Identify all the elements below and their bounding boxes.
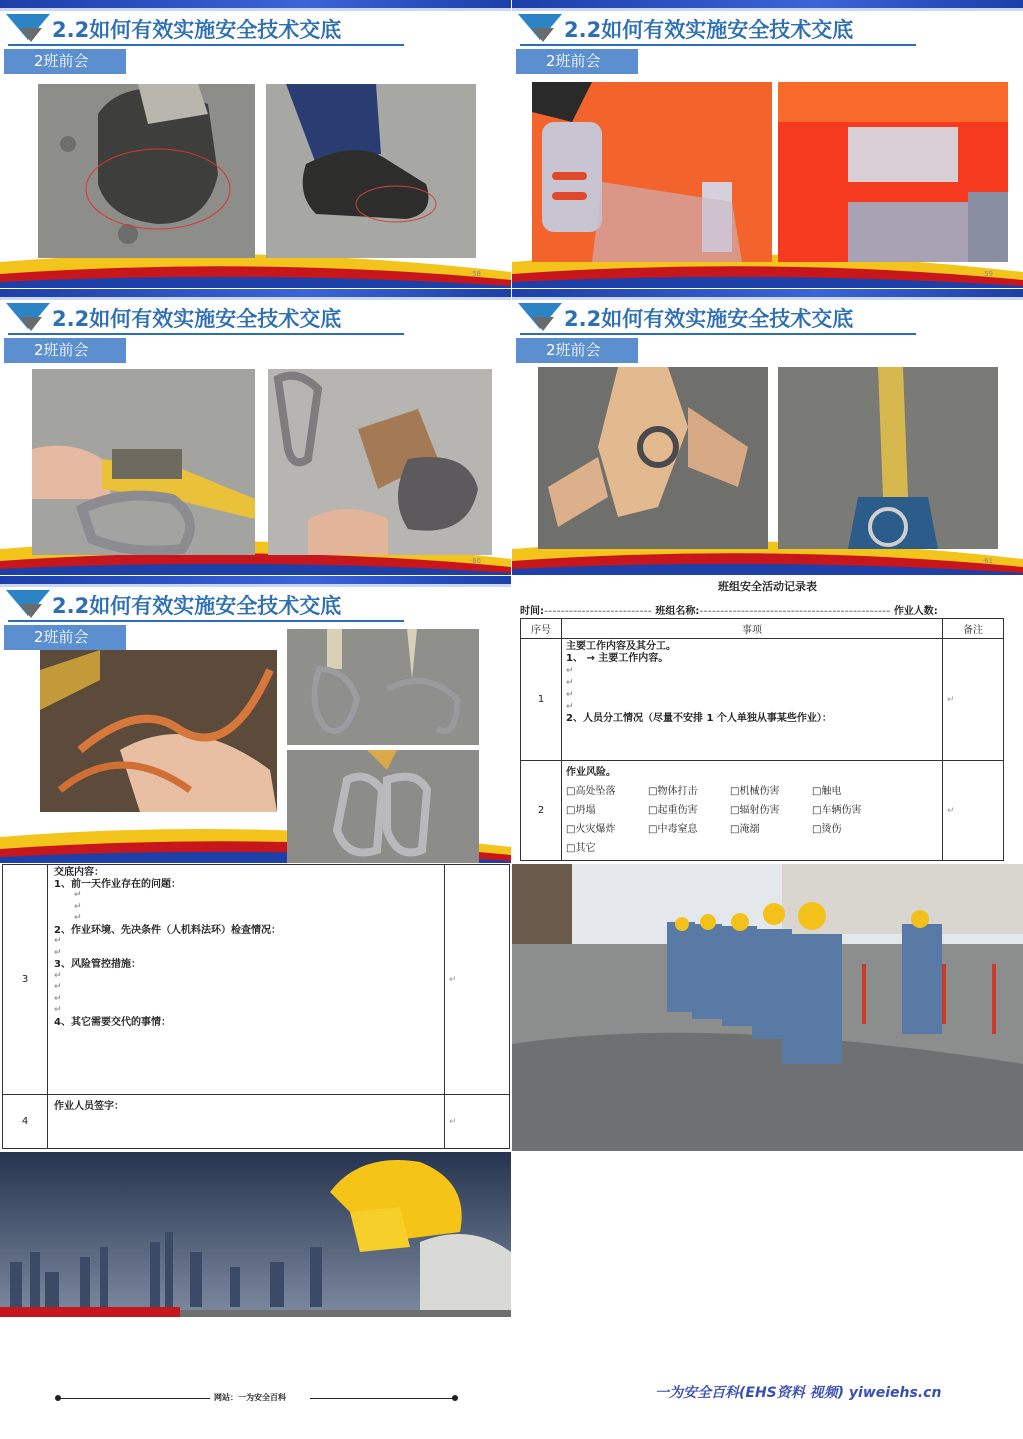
row4-no: 4	[3, 1095, 48, 1149]
row4-note: ↵	[445, 1095, 510, 1149]
slide-tag: 2班前会	[4, 49, 126, 74]
row3-no: 3	[3, 865, 48, 1095]
photo-boot-side	[266, 84, 476, 258]
city-skyline-banner	[0, 1152, 511, 1317]
risk-checkbox[interactable]: □车辆伤害	[812, 805, 862, 816]
risk-checkbox[interactable]: □高处坠落	[566, 786, 616, 797]
slide-5	[0, 576, 511, 863]
photo-orange-harness-buckle	[532, 82, 772, 262]
slide-title: 2.2如何有效实施安全技术交底	[564, 307, 854, 331]
website-label: 网站：一为安全百科	[214, 1393, 286, 1402]
photo-double-hooks	[287, 750, 479, 863]
slide-3: 2.2如何有效实施安全技术交底 2班前会 ·60	[0, 289, 511, 575]
slide-title: 2.2如何有效实施安全技术交底	[564, 18, 854, 42]
footer-line-left	[58, 1398, 210, 1399]
slide-tag: 2班前会	[516, 338, 638, 363]
end-slide	[0, 1152, 511, 1439]
slide-title: 2.2如何有效实施安全技术交底	[52, 18, 342, 42]
bullet-dot-icon	[55, 1395, 61, 1401]
photo-two-hooks	[287, 629, 479, 745]
slide-4: 2.2如何有效实施安全技术交底 2班前会 ·61	[512, 289, 1023, 575]
activity-record-table-cont	[2, 864, 510, 1149]
slide-title: 2.2如何有效实施安全技术交底	[52, 594, 342, 618]
risk-checkbox[interactable]: □中毒窒息	[648, 824, 698, 835]
footer-line-right	[310, 1398, 456, 1399]
form-page-top	[512, 576, 1023, 863]
form-meta-line: 时间:-------------------------- 班组名称:---------------------------------------------- 作业人数:	[520, 606, 938, 617]
row3-note: ↵	[445, 865, 510, 1095]
risk-checkbox[interactable]: □物体打击	[648, 786, 698, 797]
col-no-header: 序号	[521, 619, 562, 639]
form-page-bottom	[0, 864, 511, 1151]
photo-orange-rope	[40, 650, 277, 812]
row2-content: 作业风险。 □高处坠落 □物体打击 □机械伤害 □触电 □坍塌 □起重伤害 □辐射伤害 □车辆伤害 □火灾爆炸 □中毒窒息 □淹溺 □烫伤 □其它	[562, 761, 943, 861]
slide-top-bar	[0, 0, 511, 8]
row4-content	[48, 1095, 445, 1149]
photo-workers-walking	[512, 864, 1023, 1151]
photo-orange-label	[778, 82, 1008, 262]
photo-frayed-harness	[538, 367, 768, 549]
slide-tag: 2班前会	[516, 49, 638, 74]
slide-tag: 2班前会	[4, 338, 126, 363]
risk-checkbox[interactable]: □坍塌	[566, 805, 596, 816]
slide-tag: 2班前会	[4, 625, 126, 650]
row1-note: ↵	[943, 639, 1004, 761]
activity-record-table	[520, 618, 1004, 861]
risk-checkbox[interactable]: □其它	[566, 843, 596, 854]
risk-checkbox[interactable]: □触电	[812, 786, 842, 797]
signature-label: 作业人员签字：	[54, 1101, 124, 1112]
photo-rusty-hook	[268, 369, 492, 555]
photo-hand-hook-strap	[32, 369, 255, 555]
form-heading: 班组安全活动记录表	[718, 580, 817, 593]
slide-title: 2.2如何有效实施安全技术交底	[52, 307, 342, 331]
risk-checkbox[interactable]: □辐射伤害	[730, 805, 780, 816]
row1-no: 1	[521, 639, 562, 761]
risk-checkbox-list	[566, 782, 896, 858]
photo-strap-connector	[778, 367, 998, 549]
bullet-dot-icon	[452, 1395, 458, 1401]
col-item-header: 事项	[562, 619, 943, 639]
col-note-header: 备注	[943, 619, 1004, 639]
watermark-text: 一为安全百科(EHS资料 视频) yiweiehs.cn	[655, 1385, 942, 1401]
row3-content: 交底内容： 1、前一天作业存在的问题： ↵ ↵ ↵ 2、作业环境、先决条件（人机料法环）检查情况： ↵ ↵ 3、风险管控措施： ↵ ↵ ↵ ↵ 4、其它需要交代的事情：	[48, 865, 445, 1095]
slide-1: 2.2如何有效实施安全技术交底 2班前会 ·58	[0, 0, 511, 288]
row1-content: 主要工作内容及其分工。 1、 → 主要工作内容。 ↵ ↵ ↵ ↵ 2、人员分工情况（尽量不安排 1 个人单独从事某些作业）：	[562, 639, 943, 761]
row2-no: 2	[521, 761, 562, 861]
risk-checkbox[interactable]: □淹溺	[730, 824, 760, 835]
risk-checkbox[interactable]: □火灾爆炸	[566, 824, 616, 835]
risk-checkbox[interactable]: □机械伤害	[730, 786, 780, 797]
photo-worn-boot	[38, 84, 255, 258]
risk-checkbox[interactable]: □烫伤	[812, 824, 842, 835]
row2-note: ↵	[943, 761, 1004, 861]
slide-2: 2.2如何有效实施安全技术交底 2班前会 ·59	[512, 0, 1023, 288]
risk-checkbox[interactable]: □起重伤害	[648, 805, 698, 816]
